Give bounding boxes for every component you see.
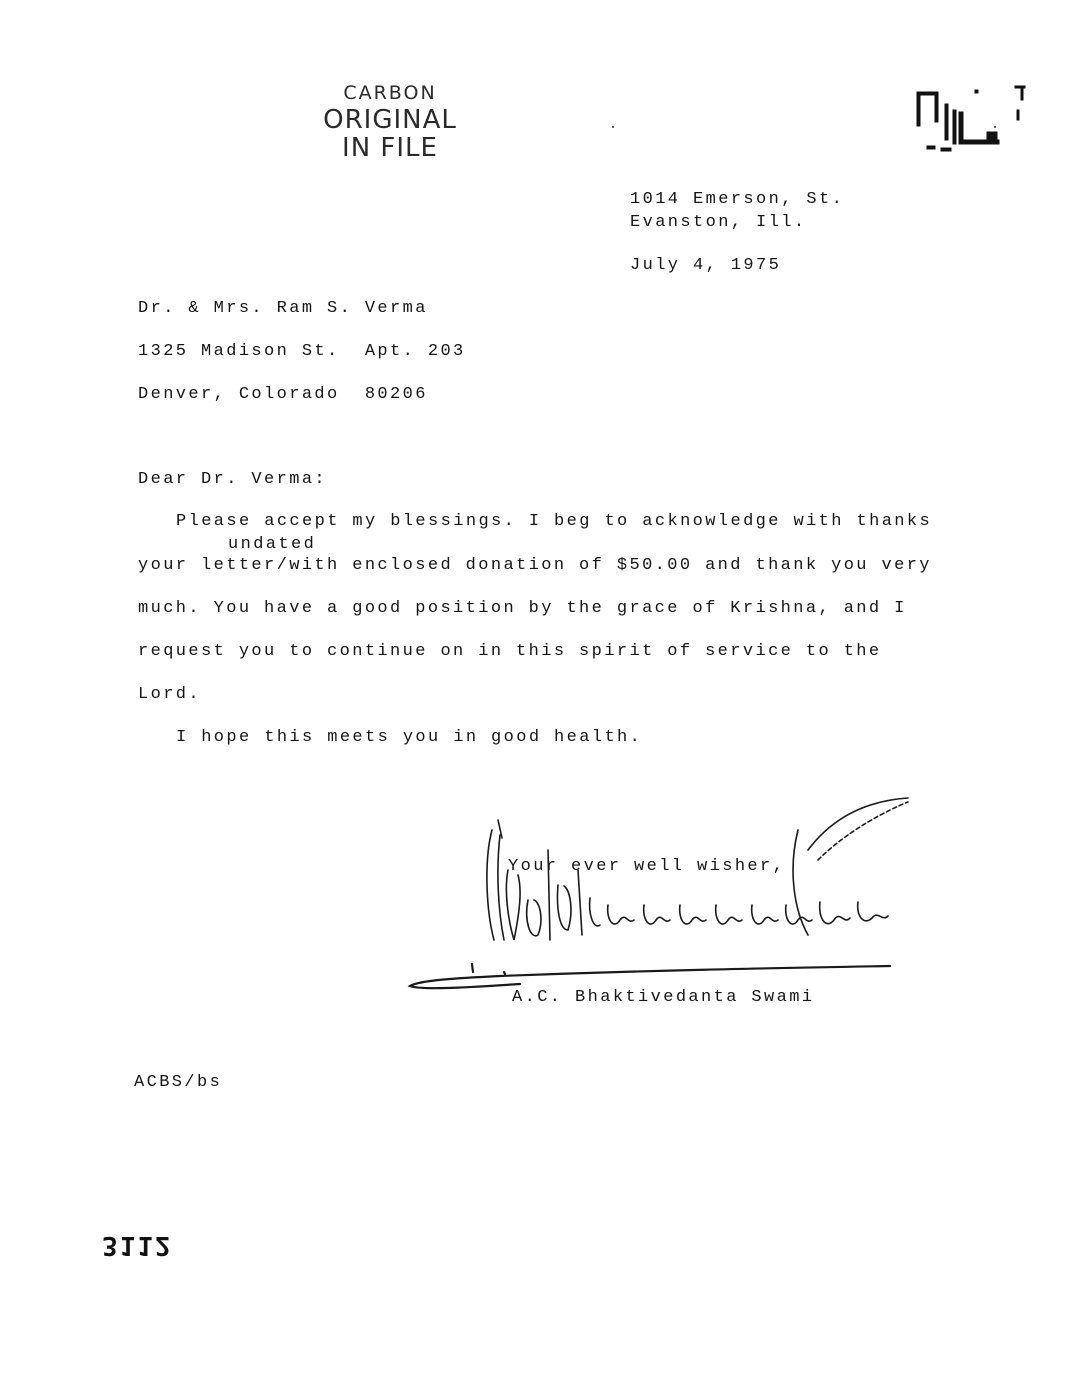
file-stamp-mark-icon: [905, 82, 1035, 162]
speck-mark: [612, 126, 614, 128]
salutation: Dear Dr. Verma:: [138, 470, 328, 489]
sender-address-line2: Evanston, Ill.: [630, 213, 807, 232]
stamp-line-carbon: CARBON: [343, 82, 437, 104]
body-line-6: I hope this meets you in good health.: [176, 728, 643, 747]
recipient-city: Denver, Colorado 80206: [138, 385, 428, 404]
body-line-5: Lord.: [138, 685, 202, 704]
typist-initials: ACBS/bs: [134, 1073, 223, 1092]
body-line-1: Please accept my blessings. I beg to acknowledge with thanks: [176, 512, 933, 531]
stamp-line-in-file: IN FILE: [342, 133, 438, 163]
letter-date: July 4, 1975: [630, 256, 782, 275]
body-line-4: request you to continue on in this spirit of service to the: [138, 642, 882, 661]
recipient-name: Dr. & Mrs. Ram S. Verma: [138, 299, 428, 318]
signature-name: A.C. Bhaktivedanta Swami: [512, 988, 815, 1007]
speck-mark: [994, 126, 996, 128]
handwritten-insertion: undated: [228, 535, 317, 554]
recipient-street: 1325 Madison St. Apt. 203: [138, 342, 466, 361]
signature-scrawl-icon: [478, 790, 918, 960]
stamp-line-original: ORIGINAL: [323, 105, 457, 135]
carbon-original-stamp: [300, 84, 480, 161]
closing: Your ever well wisher,: [508, 857, 786, 876]
sender-address-line1: 1014 Emerson, St.: [630, 190, 845, 209]
file-number-mark: 3112: [102, 1230, 173, 1260]
body-line-3: much. You have a good position by the grace of Krishna, and I: [138, 599, 907, 618]
body-line-2: your letter/with enclosed donation of $50.00 and thank you very: [138, 556, 932, 575]
